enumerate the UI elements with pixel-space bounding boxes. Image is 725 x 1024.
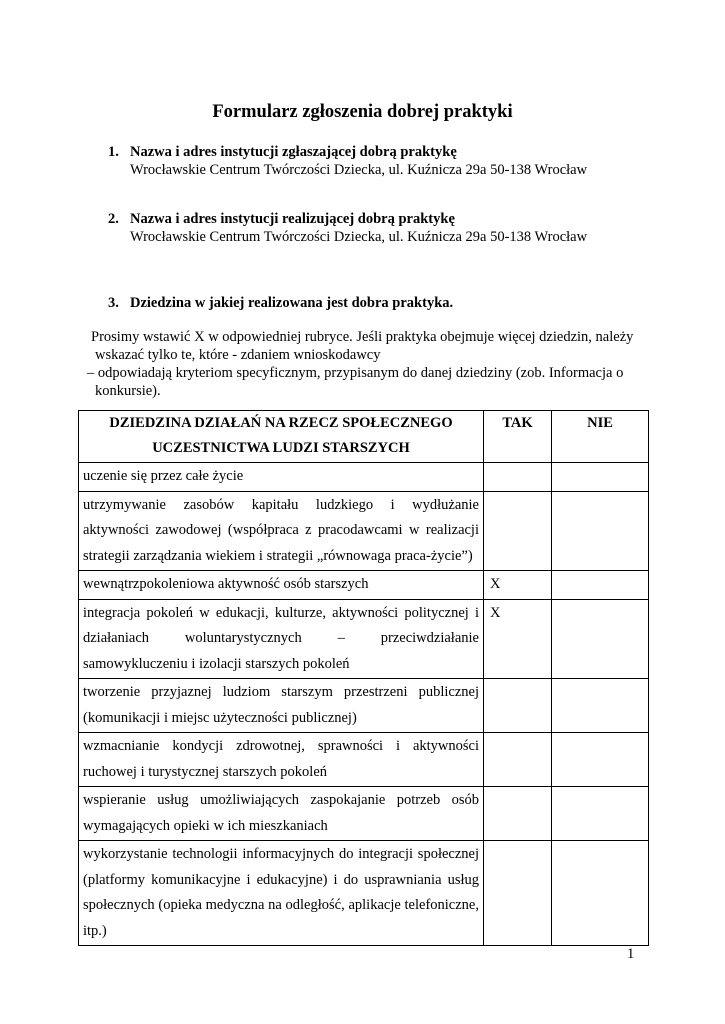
row-no-cell[interactable] xyxy=(552,787,649,841)
row-yes-cell[interactable] xyxy=(484,463,552,492)
row-domain: utrzymywanie zasobów kapitału ludzkiego i wydłużanie aktywności zawodowej (współpraca z pracodawcami w realizacji strategii zarządzania wiekiem i strategii „równowaga praca-życie”) xyxy=(79,491,484,571)
table-row xyxy=(79,679,649,733)
instructions-line-4: konkursie). xyxy=(95,383,161,399)
section-3 xyxy=(108,294,668,312)
page-number: 1 xyxy=(627,946,635,962)
row-yes-cell[interactable]: X xyxy=(484,571,552,600)
table-row xyxy=(79,463,649,492)
section-3-heading: Dziedzina w jakiej realizowana jest dobra praktyka. xyxy=(130,295,454,311)
row-no-cell[interactable] xyxy=(552,733,649,787)
header-domain xyxy=(79,411,484,463)
row-no-cell[interactable] xyxy=(552,679,649,733)
row-no-cell[interactable] xyxy=(552,841,649,946)
section-2 xyxy=(108,210,668,246)
section-2-number: 2. xyxy=(108,211,119,227)
row-yes-cell[interactable] xyxy=(484,733,552,787)
table-row xyxy=(79,599,649,679)
table-row xyxy=(79,571,649,600)
header-yes: TAK xyxy=(484,411,552,463)
instructions-line-3: – odpowiadają kryteriom specyficznym, przypisanym do danej dziedziny (zob. Informacja o xyxy=(87,365,624,381)
row-domain: wykorzystanie technologii informacyjnych do integracji społecznej (platformy komunikacyjne i edukacyjne) i do usprawniania usług społecznych (opieka medyczna na odległość, aplikacje telefoniczne, itp.) xyxy=(79,841,484,946)
row-yes-cell[interactable] xyxy=(484,679,552,733)
section-1-heading: Nazwa i adres instytucji zgłaszającej dobrą praktykę xyxy=(130,144,457,160)
table-row xyxy=(79,841,649,946)
section-1-value: Wrocławskie Centrum Twórczości Dziecka, ul. Kuźnicza 29a 50-138 Wrocław xyxy=(130,162,588,178)
row-domain: wspieranie usług umożliwiających zaspokajanie potrzeb osób wymagających opieki w ich mieszkaniach xyxy=(79,787,484,841)
header-domain-line-1: DZIEDZINA DZIAŁAŃ NA RZECZ SPOŁECZNEGO xyxy=(109,415,453,431)
section-1 xyxy=(108,143,668,179)
domain-table xyxy=(78,410,649,946)
row-domain: tworzenie przyjaznej ludziom starszym przestrzeni publicznej (komunikacji i miejsc użyteczności publicznej) xyxy=(79,679,484,733)
instructions-line-1: Prosimy wstawić X w odpowiedniej rubryce. Jeśli praktyka obejmuje więcej dziedzin, należy xyxy=(91,329,634,345)
table-row xyxy=(79,787,649,841)
row-domain: uczenie się przez całe życie xyxy=(79,463,484,492)
section-1-number: 1. xyxy=(108,144,119,160)
page-title: Formularz zgłoszenia dobrej praktyki xyxy=(212,102,513,122)
row-yes-cell[interactable]: X xyxy=(484,599,552,679)
table-header-row xyxy=(79,411,649,463)
row-domain: wewnątrzpokoleniowa aktywność osób starszych xyxy=(79,571,484,600)
header-no: NIE xyxy=(552,411,649,463)
row-no-cell[interactable] xyxy=(552,463,649,492)
row-no-cell[interactable] xyxy=(552,599,649,679)
header-domain-line-2: UCZESTNICTWA LUDZI STARSZYCH xyxy=(152,440,410,456)
table-row xyxy=(79,733,649,787)
section-2-value: Wrocławskie Centrum Twórczości Dziecka, ul. Kuźnicza 29a 50-138 Wrocław xyxy=(130,229,588,245)
table-row xyxy=(79,491,649,571)
row-domain: wzmacnianie kondycji zdrowotnej, sprawności i aktywności ruchowej i turystycznej starszych pokoleń xyxy=(79,733,484,787)
row-yes-cell[interactable] xyxy=(484,841,552,946)
row-yes-cell[interactable] xyxy=(484,491,552,571)
instructions xyxy=(87,328,647,400)
row-no-cell[interactable] xyxy=(552,571,649,600)
instructions-line-2: wskazać tylko te, które - zdaniem wnioskodawcy xyxy=(95,347,381,363)
section-2-heading: Nazwa i adres instytucji realizującej dobrą praktykę xyxy=(130,211,455,227)
section-3-number: 3. xyxy=(108,295,119,311)
row-yes-cell[interactable] xyxy=(484,787,552,841)
row-no-cell[interactable] xyxy=(552,491,649,571)
row-domain: integracja pokoleń w edukacji, kulturze, aktywności politycznej i działaniach woluntarystycznych – przeciwdziałanie samowykluczeniu i izolacji starszych pokoleń xyxy=(79,599,484,679)
